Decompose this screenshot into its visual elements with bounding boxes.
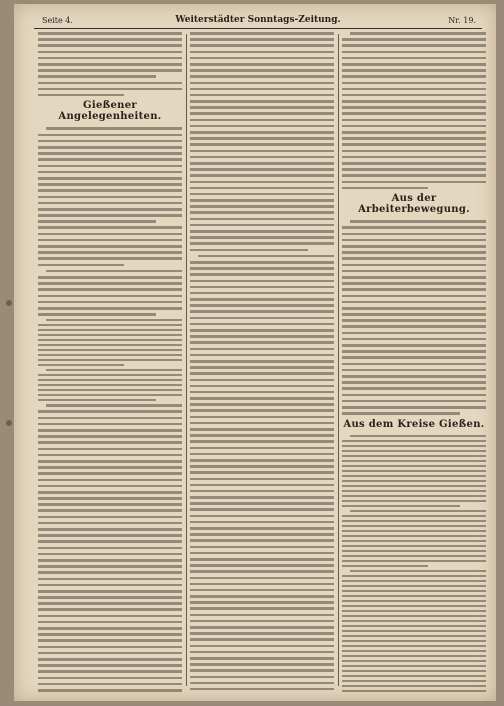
newspaper-page <box>14 4 496 701</box>
section-heading-labour: Aus der Arbeiterbewegung. <box>358 193 470 216</box>
article-body <box>342 220 486 414</box>
issue-number: Nr. 19. <box>448 16 476 25</box>
article-body <box>38 404 182 692</box>
article-body-small <box>38 319 182 401</box>
page-header <box>34 14 482 29</box>
column-rule <box>186 34 187 686</box>
masthead-title: Weiterstädter Sonntags-Zeitung. <box>175 15 341 25</box>
article-body <box>38 127 182 315</box>
column-middle <box>190 32 334 692</box>
column-rule <box>338 34 339 686</box>
binding-hole <box>6 420 12 426</box>
article-body <box>342 32 486 189</box>
article-body <box>38 32 182 96</box>
column-right <box>342 32 486 692</box>
binding-hole <box>6 300 12 306</box>
section-heading-county: Aus dem Kreise Gießen. <box>343 418 485 430</box>
column-left <box>38 32 182 692</box>
article-body-small <box>342 435 486 692</box>
page-number: Seite 4. <box>42 16 73 25</box>
article-body <box>190 32 334 692</box>
section-heading-local-affairs: Gießener Angelegenheiten. <box>58 100 162 123</box>
